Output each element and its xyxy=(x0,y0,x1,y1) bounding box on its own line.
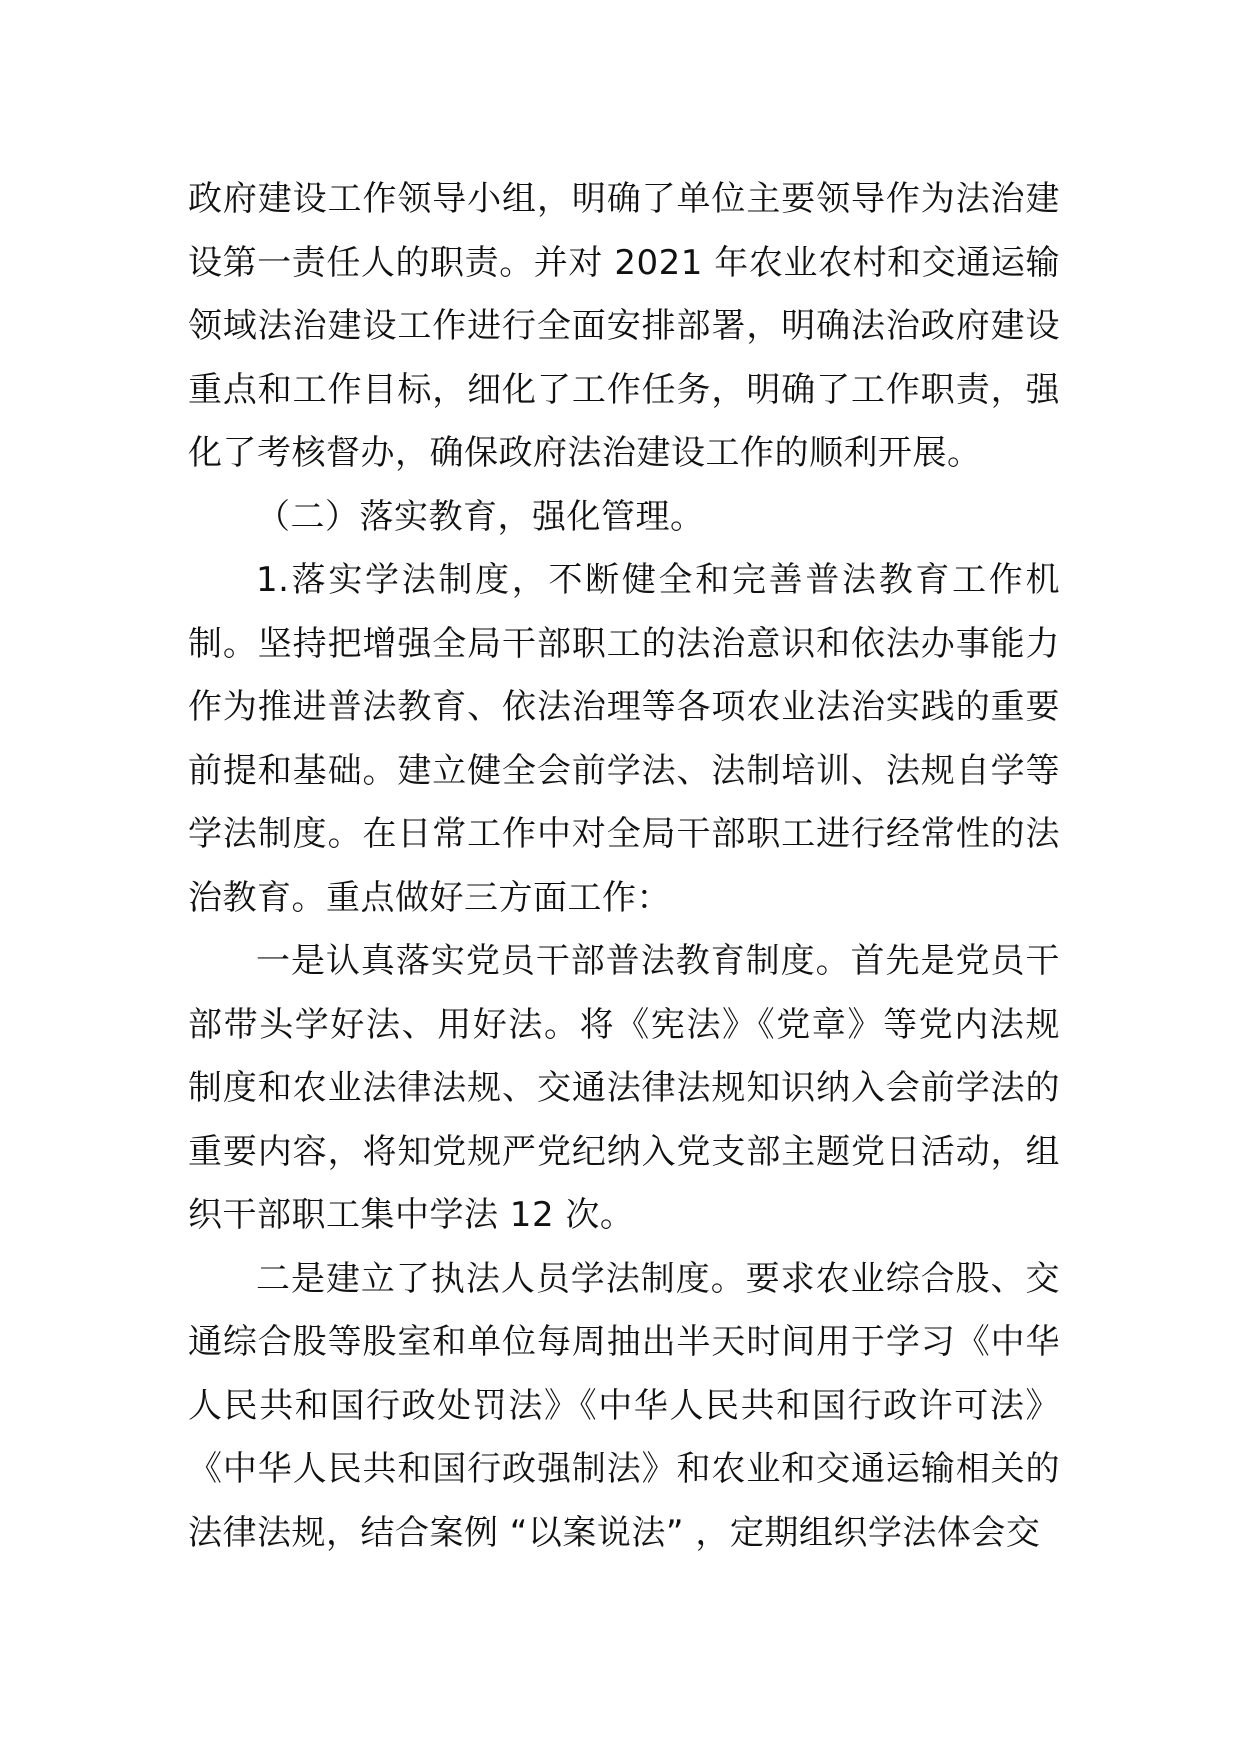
paragraph-law-enforcement-staff: 二是建立了执法人员学法制度。要求农业综合股、交通综合股等股室和单位每周抽出半天时间用于学习《中华人民共和国行政处罚法》《中华人民共和国行政许可法》《中华人民共和国行政强制法》和农业和交通运输相关的法律法规，结合案例 “以案说法” ，定期组织学法体会交 xyxy=(188,1258,1060,1553)
paragraph-party-cadres: 一是认真落实党员干部普法教育制度。首先是党员干部带头学好法、用好法。将《宪法》《党章》等党内法规制度和农业法律法规、交通法律法规知识纳入会前学法的重要内容，将知党规严党纪纳入党支部主题党日活动，组织干部职工集中学法 12 次。 xyxy=(188,941,1060,1235)
section-heading-education: （二）落实教育，强化管理。 xyxy=(256,496,705,537)
paragraph-study-system: 1.落实学法制度，不断健全和完善普法教育工作机制。坚持把增强全局干部职工的法治意识和依法办事能力作为推进普法教育、依法治理等各项农业法治实践的重要前提和基础。建立健全会前学法、法制培训、法规自学等学法制度。在日常工作中对全局干部职工进行经常性的法治教育。重点做好三方面工作： xyxy=(188,560,1060,918)
paragraph-leadership-group: 政府建设工作领导小组，明确了单位主要领导作为法治建设第一责任人的职责。并对 2021 年农业农村和交通运输领域法治建设工作进行全面安排部署，明确法治政府建设重点和工作目标，细化了工作任务，明确了工作职责，强化了考核督办，确保政府法治建设工作的顺利开展。 xyxy=(188,179,1060,473)
document-body xyxy=(188,168,1060,1565)
